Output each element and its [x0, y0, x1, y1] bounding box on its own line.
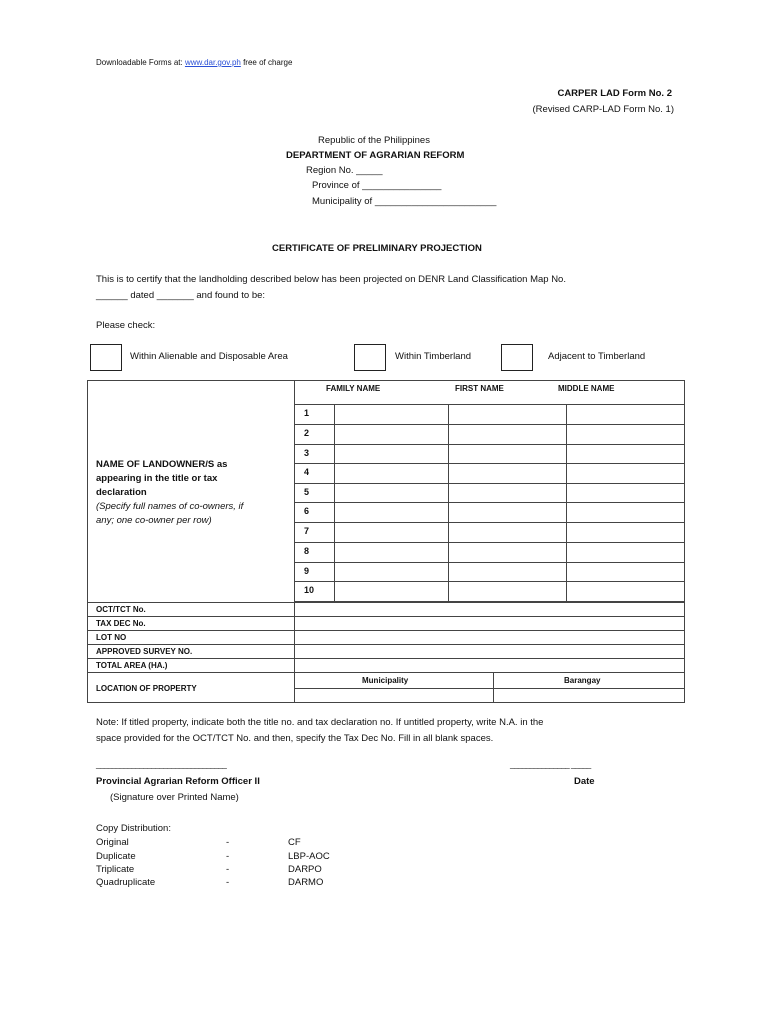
distribution-dash: -: [226, 837, 230, 848]
distribution-dash: -: [226, 851, 230, 862]
timberland-label: Within Timberland: [395, 351, 472, 362]
dar-website-link[interactable]: www.dar.gov.ph: [184, 58, 241, 67]
distribution-recipient: LBP-AOC: [288, 851, 330, 862]
adjacent-timberland-checkbox[interactable]: [501, 344, 533, 371]
barangay-header: Barangay: [564, 676, 601, 685]
row-number: 8: [304, 546, 310, 556]
row-number: 6: [304, 506, 310, 516]
oct-tct-label: OCT/TCT No.: [96, 605, 146, 614]
grid-line: [294, 463, 685, 464]
approved-survey-label: APPROVED SURVEY NO.: [96, 647, 193, 656]
grid-line: [294, 444, 685, 445]
download-note: [96, 58, 292, 67]
department-name: DEPARTMENT OF AGRARIAN REFORM: [286, 150, 465, 161]
lot-no-label: LOT NO: [96, 633, 127, 642]
family-name-header: FAMILY NAME: [326, 384, 381, 393]
tax-dec-label: TAX DEC No.: [96, 619, 146, 628]
note-line-1: Note: If titled property, indicate both the title no. and tax declaration no. If untitled property, write N.A. in the: [96, 717, 544, 728]
download-prefix: Downloadable Forms at:: [96, 58, 183, 67]
approved-survey-input[interactable]: [296, 645, 684, 657]
form-number: CARPER LAD Form No. 2: [557, 88, 672, 99]
grid-line: [294, 483, 685, 484]
location-divider: [493, 672, 494, 703]
landowner-label-line: declaration: [96, 487, 147, 498]
distribution-copy: Triplicate: [96, 864, 135, 875]
grid-line: [294, 502, 685, 503]
alienable-disposable-label: Within Alienable and Disposable Area: [130, 351, 288, 362]
please-check-label: Please check:: [96, 320, 156, 331]
distribution-dash: -: [226, 877, 230, 888]
landowner-label-line: appearing in the title or tax: [96, 473, 218, 484]
revised-form-number: (Revised CARP-LAD Form No. 1): [532, 104, 674, 115]
municipality-input[interactable]: [296, 689, 492, 702]
grid-line: [448, 404, 449, 602]
region-field: Region No. _____: [306, 165, 383, 176]
distribution-copy: Original: [96, 837, 129, 848]
name-grid: [294, 404, 685, 602]
location-label: LOCATION OF PROPERTY: [96, 684, 197, 693]
distribution-recipient: DARMO: [288, 877, 324, 888]
signature-caption: (Signature over Printed Name): [110, 792, 239, 803]
row-number: 9: [304, 566, 310, 576]
date-label: Date: [574, 776, 595, 787]
row-number: 5: [304, 487, 310, 497]
download-suffix: free of charge: [243, 58, 293, 67]
officer-title: Provincial Agrarian Reform Officer II: [96, 776, 260, 787]
distribution-dash: -: [226, 864, 230, 875]
row-number: 7: [304, 526, 310, 536]
province-field: Province of _______________: [312, 180, 442, 191]
timberland-checkbox[interactable]: [354, 344, 386, 371]
note-line-2: space provided for the OCT/TCT No. and then, specify the Tax Dec No. Fill in all blank spaces.: [96, 733, 494, 744]
certify-text-line-2: ______ dated _______ and found to be:: [96, 290, 266, 301]
row-number: 1: [304, 408, 310, 418]
certify-text-line-1: This is to certify that the landholding described below has been projected on DENR Land Classification Map No.: [96, 274, 566, 285]
landowner-note-line: any; one co-owner per row): [96, 515, 212, 526]
distribution-recipient: DARPO: [288, 864, 322, 875]
certificate-title: CERTIFICATE OF PRELIMINARY PROJECTION: [272, 243, 482, 254]
row-number: 3: [304, 448, 310, 458]
grid-line: [294, 581, 685, 582]
grid-line: [566, 404, 567, 602]
distribution-recipient: CF: [288, 837, 301, 848]
row-number: 4: [304, 467, 310, 477]
grid-line: [334, 404, 335, 602]
lot-no-input[interactable]: [296, 631, 684, 643]
grid-line: [294, 424, 685, 425]
republic-line: Republic of the Philippines: [318, 135, 430, 146]
municipality-header: Municipality: [362, 676, 409, 685]
landowner-note-line: (Specify full names of co-owners, if: [96, 501, 244, 512]
distribution-copy: Quadruplicate: [96, 877, 156, 888]
adjacent-timberland-label: Adjacent to Timberland: [548, 351, 646, 362]
landowner-label-line: NAME OF LANDOWNER/S as: [96, 459, 228, 470]
signature-line[interactable]: _________________________________: [96, 760, 227, 769]
date-line[interactable]: _______________ _____: [510, 760, 591, 769]
municipality-field: Municipality of _______________________: [312, 196, 497, 207]
distribution-copy: Duplicate: [96, 851, 136, 862]
barangay-input[interactable]: [495, 689, 684, 702]
alienable-disposable-checkbox[interactable]: [90, 344, 122, 371]
total-area-label: TOTAL AREA (HA.): [96, 661, 168, 670]
distribution-heading: Copy Distribution:: [96, 823, 171, 834]
total-area-input[interactable]: [296, 659, 684, 671]
grid-line: [294, 542, 685, 543]
middle-name-header: MIDDLE NAME: [558, 384, 615, 393]
row-line: [87, 672, 685, 673]
tax-dec-input[interactable]: [296, 617, 684, 629]
row-number: 10: [304, 585, 315, 595]
first-name-header: FIRST NAME: [455, 384, 504, 393]
grid-line: [294, 562, 685, 563]
row-number: 2: [304, 428, 310, 438]
oct-tct-input[interactable]: [296, 603, 684, 615]
grid-line: [294, 522, 685, 523]
